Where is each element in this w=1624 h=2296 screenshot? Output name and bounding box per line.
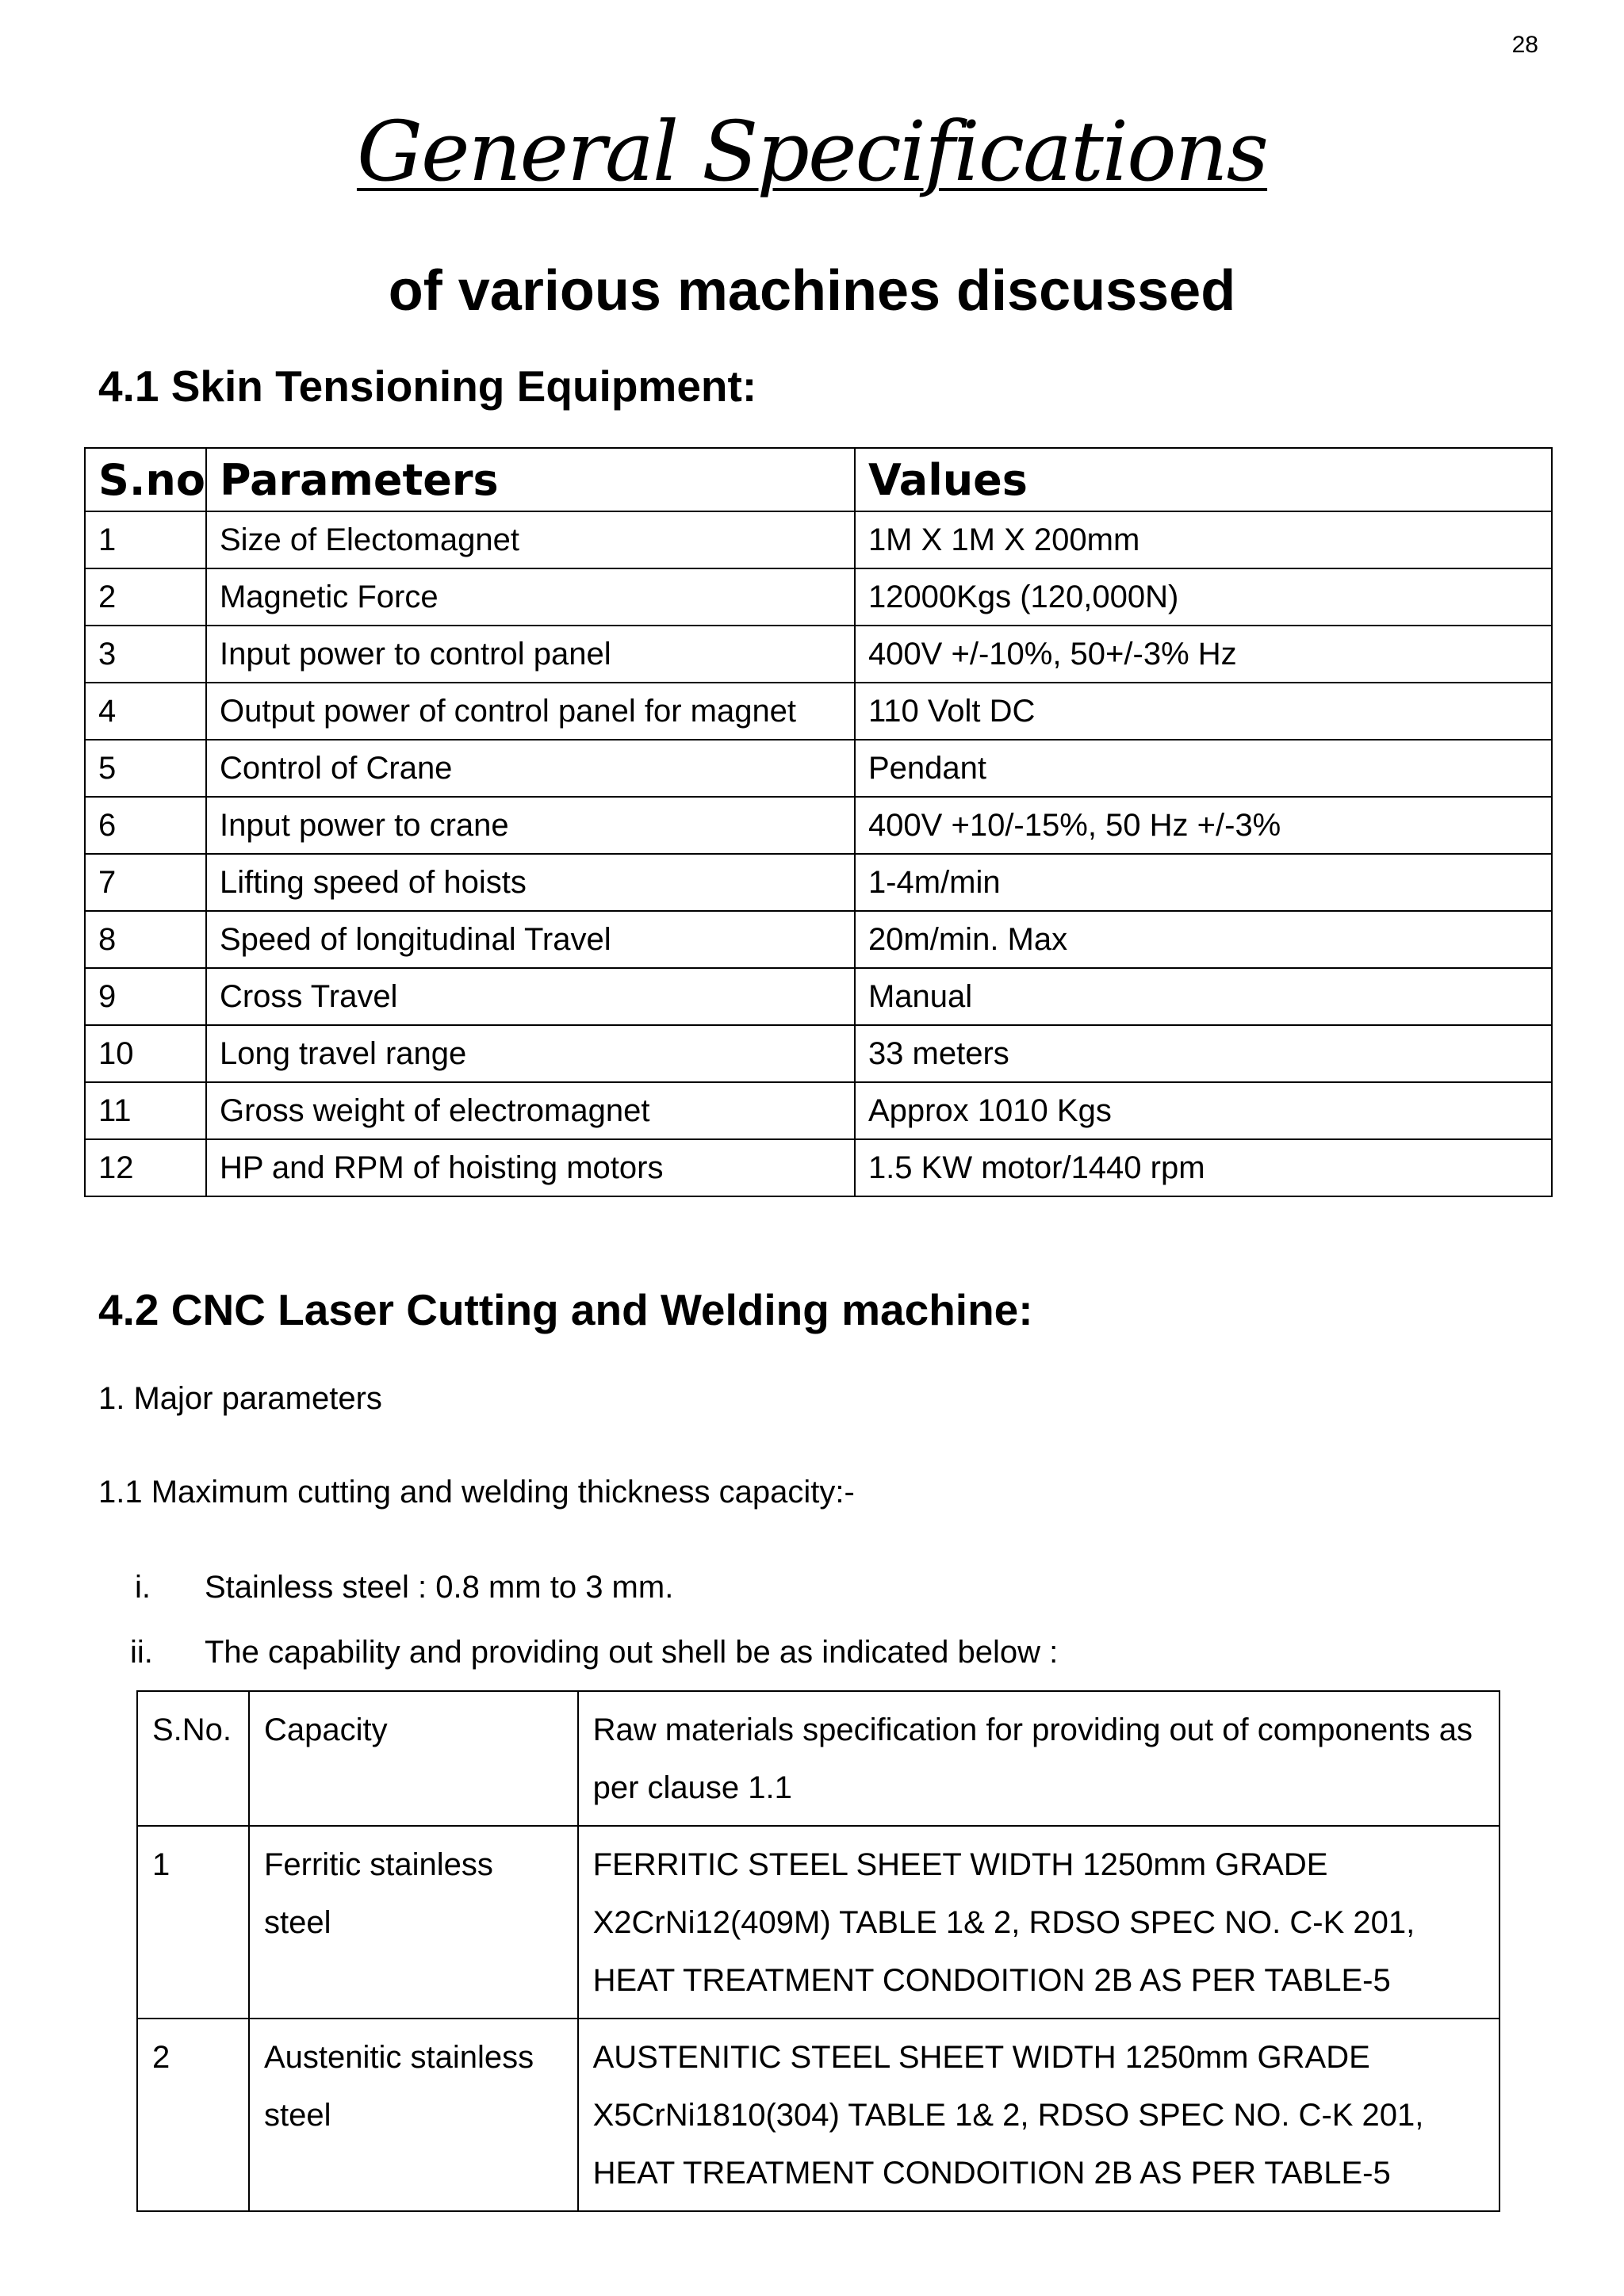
list-marker: i. <box>135 1570 151 1605</box>
table-row <box>85 854 1552 911</box>
table-row <box>85 626 1552 683</box>
cell-value: 400V +10/-15%, 50 Hz +/-3% <box>855 797 1552 854</box>
skin-tensioning-spec-table <box>84 447 1553 1197</box>
raw-materials-table <box>136 1690 1500 2212</box>
cell-parameter: Speed of longitudinal Travel <box>206 911 855 968</box>
cell-value: Pendant <box>855 740 1552 797</box>
cell-parameter: Input power to crane <box>206 797 855 854</box>
page-number: 28 <box>1511 32 1538 58</box>
cell-sno: 1 <box>137 1826 249 2019</box>
page-title: General Specifications <box>356 103 1268 200</box>
table-row <box>85 740 1552 797</box>
cell-sno: 2 <box>137 2019 249 2211</box>
cell-parameter: Gross weight of electromagnet <box>206 1082 855 1139</box>
cell-capacity: Austenitic stainless steel <box>249 2019 578 2211</box>
cell-parameter: Magnetic Force <box>206 568 855 626</box>
cell-parameter: Input power to control panel <box>206 626 855 683</box>
cell-value: 20m/min. Max <box>855 911 1552 968</box>
list-item: Stainless steel : 0.8 mm to 3 mm. <box>205 1570 674 1605</box>
table-row <box>137 1826 1500 2019</box>
cell-sno: 1 <box>85 511 206 568</box>
table-row <box>85 797 1552 854</box>
cell-sno: 5 <box>85 740 206 797</box>
cell-value: 1.5 KW motor/1440 rpm <box>855 1139 1552 1196</box>
cell-sno: 6 <box>85 797 206 854</box>
table-row <box>85 968 1552 1025</box>
table-row <box>85 1139 1552 1196</box>
table-row <box>85 568 1552 626</box>
cell-sno: 7 <box>85 854 206 911</box>
cell-sno: 12 <box>85 1139 206 1196</box>
list-item: The capability and providing out shell be as indicated below : <box>205 1635 1059 1670</box>
cell-value: 33 meters <box>855 1025 1552 1082</box>
column-header-capacity: Capacity <box>249 1691 578 1826</box>
cell-sno: 4 <box>85 683 206 740</box>
cell-parameter: Long travel range <box>206 1025 855 1082</box>
cell-sno: 10 <box>85 1025 206 1082</box>
table-row <box>137 2019 1500 2211</box>
list-marker: ii. <box>130 1635 153 1670</box>
cell-raw-material-spec: FERRITIC STEEL SHEET WIDTH 1250mm GRADE X2CrNi12(409M) TABLE 1& 2, RDSO SPEC NO. C-K 201, HEAT TREATMENT CONDOITION 2B AS PER TABLE-5 <box>578 1826 1500 2019</box>
cell-parameter: Lifting speed of hoists <box>206 854 855 911</box>
thickness-capacity-text: 1.1 Maximum cutting and welding thickness capacity:- <box>98 1475 855 1510</box>
column-header-parameters: Parameters <box>206 448 855 511</box>
table-row <box>85 511 1552 568</box>
cell-parameter: HP and RPM of hoisting motors <box>206 1139 855 1196</box>
cell-value: 1M X 1M X 200mm <box>855 511 1552 568</box>
cell-capacity: Ferritic stainless steel <box>249 1826 578 2019</box>
cell-parameter: Control of Crane <box>206 740 855 797</box>
section-heading-cnc-laser: 4.2 CNC Laser Cutting and Welding machine: <box>98 1285 1033 1334</box>
cell-sno: 3 <box>85 626 206 683</box>
table-row <box>85 911 1552 968</box>
cell-value: Manual <box>855 968 1552 1025</box>
cell-sno: 9 <box>85 968 206 1025</box>
cell-sno: 2 <box>85 568 206 626</box>
column-header-sno: S.No. <box>137 1691 249 1826</box>
cell-parameter: Output power of control panel for magnet <box>206 683 855 740</box>
major-parameters-text: 1. Major parameters <box>98 1381 382 1416</box>
cell-parameter: Cross Travel <box>206 968 855 1025</box>
page-subtitle: of various machines discussed <box>388 259 1236 323</box>
column-header-sno: S.no <box>85 448 206 511</box>
cell-value: 12000Kgs (120,000N) <box>855 568 1552 626</box>
table-header-row <box>85 448 1552 511</box>
cell-parameter: Size of Electomagnet <box>206 511 855 568</box>
column-header-raw-materials: Raw materials specification for providing out of components as per clause 1.1 <box>578 1691 1500 1826</box>
cell-value: 1-4m/min <box>855 854 1552 911</box>
cell-value: 400V +/-10%, 50+/-3% Hz <box>855 626 1552 683</box>
cell-value: Approx 1010 Kgs <box>855 1082 1552 1139</box>
cell-sno: 11 <box>85 1082 206 1139</box>
table-row <box>85 1082 1552 1139</box>
column-header-values: Values <box>855 448 1552 511</box>
table-row <box>85 1025 1552 1082</box>
table-row <box>85 683 1552 740</box>
cell-raw-material-spec: AUSTENITIC STEEL SHEET WIDTH 1250mm GRADE X5CrNi1810(304) TABLE 1& 2, RDSO SPEC NO. C-K 201, HEAT TREATMENT CONDOITION 2B AS PER TABLE-5 <box>578 2019 1500 2211</box>
cell-sno: 8 <box>85 911 206 968</box>
table-header-row <box>137 1691 1500 1826</box>
cell-value: 110 Volt DC <box>855 683 1552 740</box>
section-heading-skin-tensioning: 4.1 Skin Tensioning Equipment: <box>98 362 757 411</box>
